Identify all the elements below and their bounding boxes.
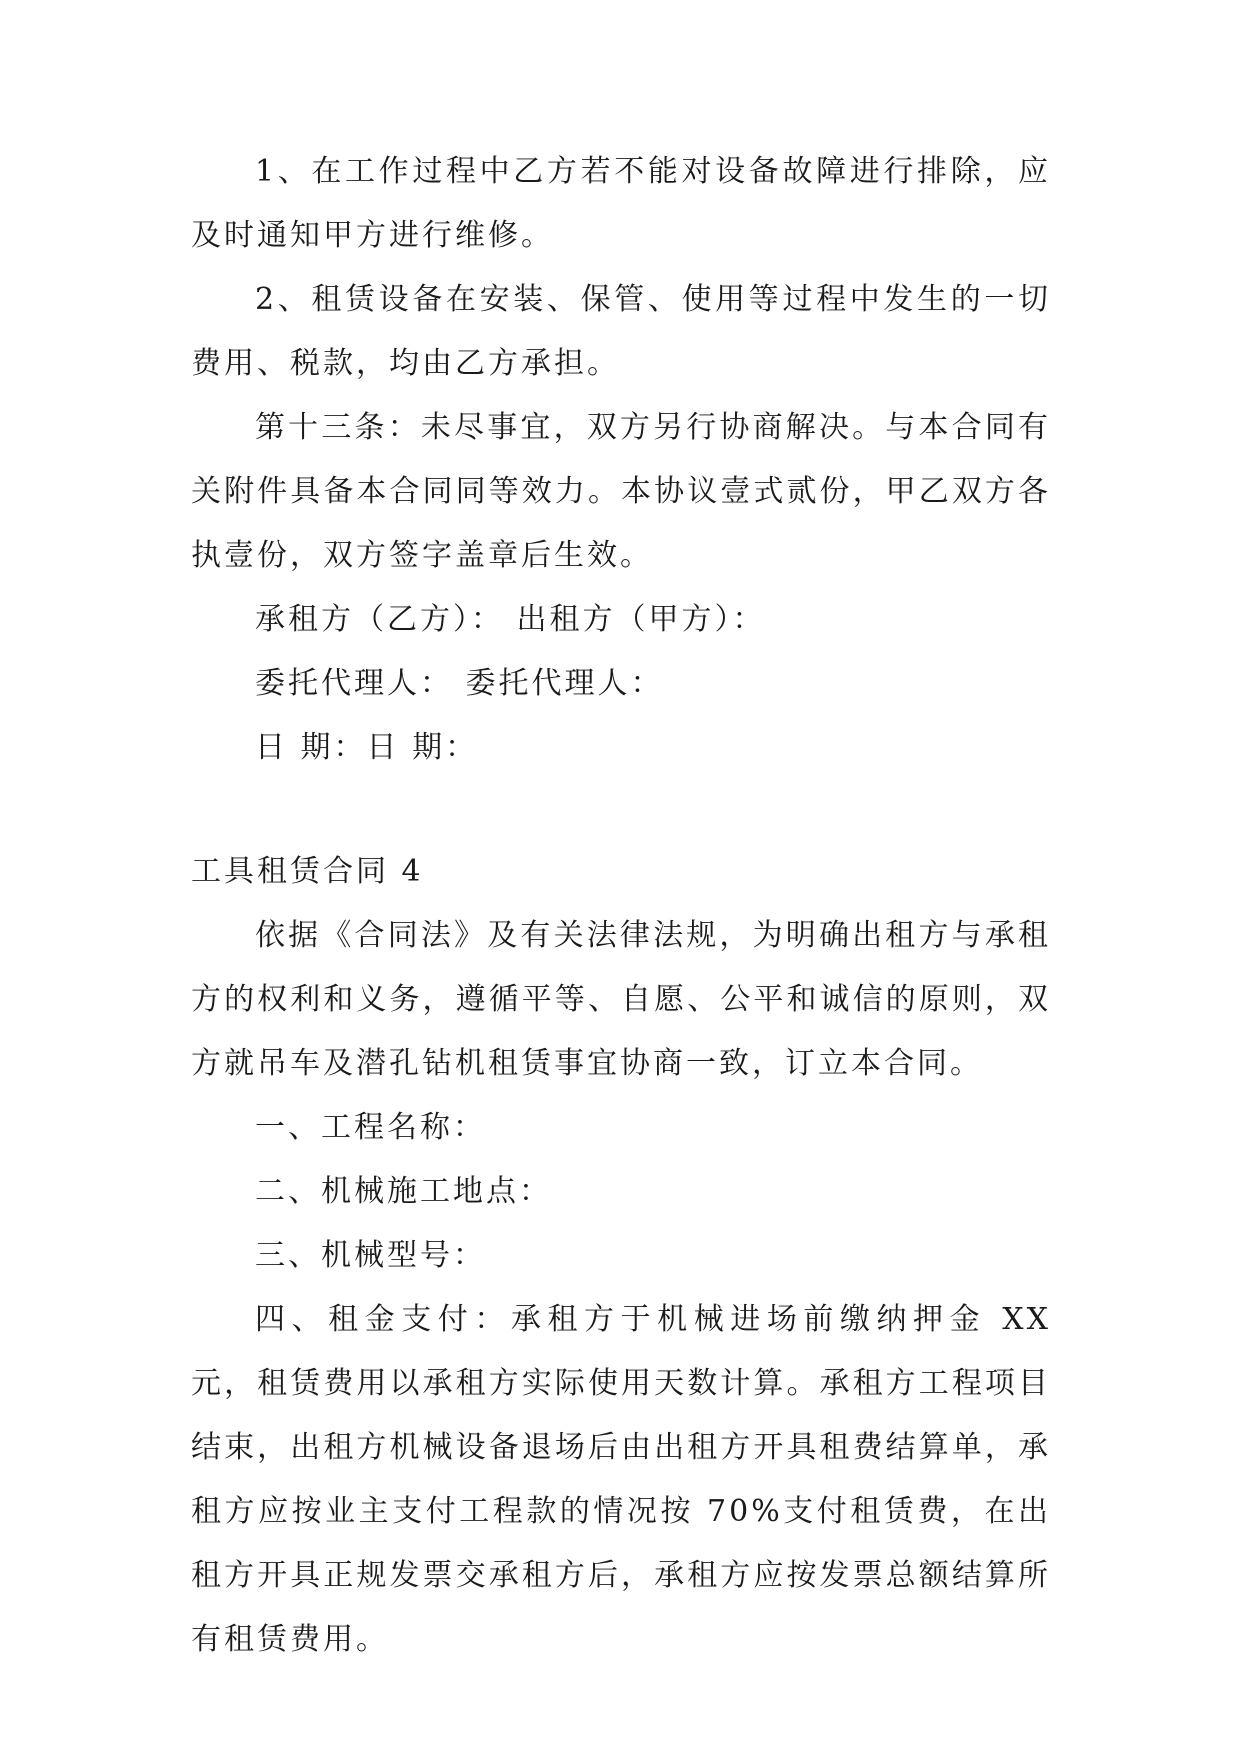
signature-agents: 委托代理人： 委托代理人： [255,666,664,701]
contract-4-title: 工具租赁合同 4 [191,854,424,889]
contract-4-intro: 依据《合同法》及有关法律法规，为明确出租方与承租方的权利和义务，遵循平等、自愿、公平和诚信的原则，双方就吊车及潜孔钻机租赁事宜协商一致，订立本合同。 [191,918,1051,1081]
signature-dates: 日 期：日 期： [255,730,479,765]
clause-13: 第十三条：未尽事宜，双方另行协商解决。与本合同有关附件具备本合同同等效力。本协议壹式贰份，甲乙双方各执壹份，双方签字盖章后生效。 [191,410,1051,573]
signature-parties: 承租方（乙方）： 出租方（甲方）： [255,602,766,637]
clause-1: 1、在工作过程中乙方若不能对设备故障进行排除，应及时通知甲方进行维修。 [191,154,1051,253]
contract-4-item-1: 一、工程名称： [255,1110,486,1145]
contract-4-item-3: 三、机械型号： [255,1238,486,1273]
document-page [191,140,1051,1672]
contract-4-item-4: 四、租金支付：承租方于机械进场前缴纳押金 XX 元，租赁费用以承租方实际使用天数计算。承租方工程项目结束，出租方机械设备退场后由出租方开具租费结算单，承租方应按业主支付工程款的情况按 70%支付租赁费，在出租方开具正规发票交承租方后，承租方应按发票总额结算所有租赁费用。 [191,1302,1051,1657]
contract-4-item-2: 二、机械施工地点： [255,1174,552,1209]
clause-2: 2、租赁设备在安装、保管、使用等过程中发生的一切费用、税款，均由乙方承担。 [191,282,1051,381]
